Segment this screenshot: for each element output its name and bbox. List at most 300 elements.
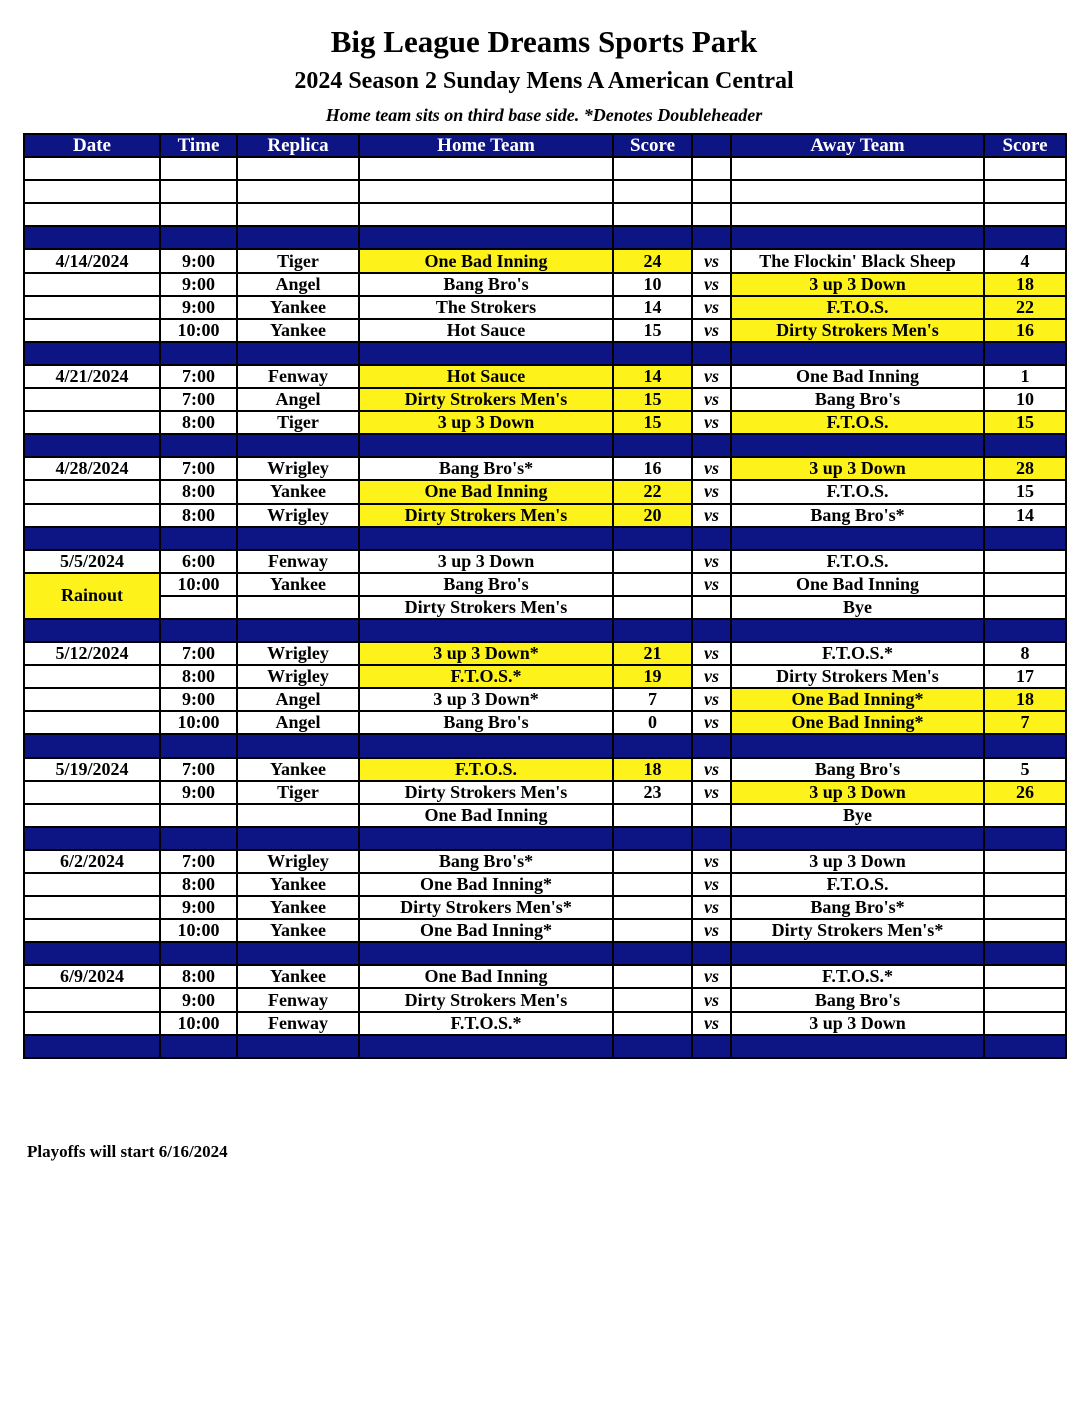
vs-cell: vs (692, 919, 731, 942)
empty-cell (359, 434, 613, 457)
vs-cell (692, 596, 731, 619)
empty-cell (692, 527, 731, 550)
col-header-away-team: Away Team (731, 134, 984, 157)
empty-cell (160, 619, 237, 642)
date-cell: 4/28/2024 (24, 457, 160, 480)
away-team-cell: Dirty Strokers Men's* (731, 919, 984, 942)
away-team-cell: The Flockin' Black Sheep (731, 249, 984, 272)
col-header-away-score: Score (984, 134, 1066, 157)
home-team-cell: One Bad Inning* (359, 873, 613, 896)
empty-cell (984, 527, 1066, 550)
empty-cell (731, 619, 984, 642)
empty-cell (237, 157, 359, 180)
vs-cell: vs (692, 550, 731, 573)
replica-cell (237, 596, 359, 619)
empty-cell (692, 434, 731, 457)
date-cell (24, 896, 160, 919)
away-team-cell: Bang Bro's* (731, 896, 984, 919)
date-cell (24, 711, 160, 734)
empty-cell (692, 619, 731, 642)
empty-cell (237, 180, 359, 203)
away-team-cell: Dirty Strokers Men's (731, 319, 984, 342)
empty-cell (731, 342, 984, 365)
vs-cell: vs (692, 665, 731, 688)
home-team-cell: Bang Bro's* (359, 850, 613, 873)
empty-cell (160, 180, 237, 203)
away-score-cell: 15 (984, 480, 1066, 503)
empty-cell (237, 203, 359, 226)
game-row (24, 480, 1066, 503)
empty-cell (984, 157, 1066, 180)
empty-cell (24, 1035, 160, 1058)
date-cell: 4/14/2024 (24, 249, 160, 272)
empty-cell (731, 180, 984, 203)
time-cell: 10:00 (160, 1012, 237, 1035)
vs-cell: vs (692, 365, 731, 388)
empty-cell (613, 734, 692, 757)
away-score-cell (984, 804, 1066, 827)
away-score-cell (984, 988, 1066, 1011)
home-score-cell: 18 (613, 758, 692, 781)
away-score-cell (984, 1012, 1066, 1035)
vs-cell: vs (692, 319, 731, 342)
replica-cell: Yankee (237, 296, 359, 319)
game-row (24, 388, 1066, 411)
date-cell (24, 919, 160, 942)
empty-cell (359, 180, 613, 203)
game-row (24, 365, 1066, 388)
game-row (24, 596, 1066, 619)
home-score-cell (613, 896, 692, 919)
time-cell: 10:00 (160, 919, 237, 942)
away-team-cell: 3 up 3 Down (731, 273, 984, 296)
empty-cell (160, 342, 237, 365)
empty-cell (359, 827, 613, 850)
replica-cell: Yankee (237, 873, 359, 896)
home-team-cell: Bang Bro's* (359, 457, 613, 480)
game-row (24, 457, 1066, 480)
date-cell: 5/5/2024 (24, 550, 160, 573)
vs-cell: vs (692, 480, 731, 503)
game-row (24, 688, 1066, 711)
home-score-cell: 0 (613, 711, 692, 734)
home-score-cell (613, 919, 692, 942)
empty-cell (984, 827, 1066, 850)
schedule-table (23, 133, 1067, 1059)
away-score-cell (984, 573, 1066, 596)
col-header-date: Date (24, 134, 160, 157)
away-score-cell (984, 596, 1066, 619)
empty-cell (613, 342, 692, 365)
replica-cell: Fenway (237, 550, 359, 573)
empty-cell (984, 619, 1066, 642)
empty-cell (359, 942, 613, 965)
home-team-cell: One Bad Inning (359, 804, 613, 827)
home-score-cell (613, 1012, 692, 1035)
date-cell (24, 873, 160, 896)
empty-cell (613, 203, 692, 226)
header-row (24, 134, 1066, 157)
replica-cell: Angel (237, 688, 359, 711)
home-team-cell: Hot Sauce (359, 319, 613, 342)
empty-cell (24, 734, 160, 757)
home-team-cell: 3 up 3 Down (359, 411, 613, 434)
away-score-cell (984, 919, 1066, 942)
home-team-cell: F.T.O.S.* (359, 665, 613, 688)
time-cell: 6:00 (160, 550, 237, 573)
blank-row (24, 157, 1066, 180)
vs-cell: vs (692, 573, 731, 596)
col-header-replica: Replica (237, 134, 359, 157)
home-score-cell: 7 (613, 688, 692, 711)
home-team-cell: One Bad Inning (359, 480, 613, 503)
home-team-cell: Bang Bro's (359, 573, 613, 596)
away-team-cell: Bang Bro's (731, 988, 984, 1011)
playoffs-note: Playoffs will start 6/16/2024 (27, 1142, 228, 1161)
vs-cell: vs (692, 273, 731, 296)
home-score-cell (613, 804, 692, 827)
rainout-label: Rainout (24, 573, 160, 619)
away-score-cell: 17 (984, 665, 1066, 688)
game-row (24, 249, 1066, 272)
away-team-cell: 3 up 3 Down (731, 850, 984, 873)
game-row (24, 850, 1066, 873)
game-row (24, 573, 1066, 596)
away-score-cell: 1 (984, 365, 1066, 388)
away-team-cell: F.T.O.S. (731, 550, 984, 573)
home-team-cell: One Bad Inning (359, 965, 613, 988)
date-cell (24, 988, 160, 1011)
game-row (24, 273, 1066, 296)
away-score-cell: 16 (984, 319, 1066, 342)
empty-cell (692, 157, 731, 180)
empty-cell (731, 203, 984, 226)
empty-cell (984, 180, 1066, 203)
empty-cell (24, 157, 160, 180)
empty-cell (613, 619, 692, 642)
game-row (24, 988, 1066, 1011)
game-row (24, 642, 1066, 665)
vs-cell: vs (692, 1012, 731, 1035)
blank-row (24, 180, 1066, 203)
away-team-cell: F.T.O.S. (731, 411, 984, 434)
empty-cell (613, 827, 692, 850)
empty-cell (731, 1035, 984, 1058)
replica-cell: Fenway (237, 1012, 359, 1035)
game-row (24, 1012, 1066, 1035)
empty-cell (359, 527, 613, 550)
empty-cell (731, 827, 984, 850)
empty-cell (160, 827, 237, 850)
away-score-cell: 7 (984, 711, 1066, 734)
vs-cell: vs (692, 781, 731, 804)
time-cell: 8:00 (160, 411, 237, 434)
separator-row (24, 827, 1066, 850)
home-score-cell: 21 (613, 642, 692, 665)
time-cell: 9:00 (160, 296, 237, 319)
home-team-cell: 3 up 3 Down* (359, 642, 613, 665)
empty-cell (359, 203, 613, 226)
date-cell (24, 688, 160, 711)
empty-cell (731, 734, 984, 757)
game-row (24, 758, 1066, 781)
replica-cell: Angel (237, 273, 359, 296)
empty-cell (24, 942, 160, 965)
empty-cell (613, 1035, 692, 1058)
separator-row (24, 527, 1066, 550)
empty-cell (731, 157, 984, 180)
game-row (24, 711, 1066, 734)
time-cell: 8:00 (160, 873, 237, 896)
empty-cell (359, 157, 613, 180)
home-score-cell: 19 (613, 665, 692, 688)
replica-cell: Tiger (237, 781, 359, 804)
home-score-cell: 16 (613, 457, 692, 480)
empty-cell (613, 157, 692, 180)
date-cell (24, 388, 160, 411)
home-score-cell: 24 (613, 249, 692, 272)
away-score-cell: 18 (984, 688, 1066, 711)
vs-cell: vs (692, 249, 731, 272)
away-team-cell: Bang Bro's (731, 388, 984, 411)
empty-cell (24, 827, 160, 850)
empty-cell (731, 527, 984, 550)
time-cell: 9:00 (160, 249, 237, 272)
replica-cell: Tiger (237, 249, 359, 272)
game-row (24, 319, 1066, 342)
away-team-cell: Bye (731, 596, 984, 619)
away-team-cell: F.T.O.S.* (731, 965, 984, 988)
time-cell: 8:00 (160, 965, 237, 988)
date-cell (24, 804, 160, 827)
home-team-cell: Hot Sauce (359, 365, 613, 388)
game-row (24, 504, 1066, 527)
empty-cell (24, 527, 160, 550)
time-cell: 7:00 (160, 365, 237, 388)
away-score-cell: 5 (984, 758, 1066, 781)
empty-cell (160, 734, 237, 757)
date-cell: 5/19/2024 (24, 758, 160, 781)
away-score-cell (984, 873, 1066, 896)
page-title: Big League Dreams Sports Park (330, 24, 758, 59)
empty-cell (160, 1035, 237, 1058)
vs-cell (692, 804, 731, 827)
date-cell: 6/2/2024 (24, 850, 160, 873)
home-score-cell: 15 (613, 319, 692, 342)
time-cell: 8:00 (160, 504, 237, 527)
replica-cell: Wrigley (237, 642, 359, 665)
home-team-cell: Bang Bro's (359, 711, 613, 734)
game-row (24, 296, 1066, 319)
home-score-cell: 15 (613, 388, 692, 411)
home-score-cell: 20 (613, 504, 692, 527)
away-score-cell: 18 (984, 273, 1066, 296)
date-cell (24, 781, 160, 804)
col-header-time: Time (160, 134, 237, 157)
game-row (24, 873, 1066, 896)
date-cell (24, 273, 160, 296)
home-team-cell: One Bad Inning (359, 249, 613, 272)
empty-cell (160, 942, 237, 965)
schedule-body (24, 157, 1066, 1058)
empty-cell (692, 180, 731, 203)
empty-cell (24, 203, 160, 226)
away-team-cell: Bang Bro's* (731, 504, 984, 527)
col-header-vs (692, 134, 731, 157)
home-score-cell (613, 850, 692, 873)
blank-row (24, 203, 1066, 226)
away-score-cell (984, 850, 1066, 873)
away-team-cell: F.T.O.S.* (731, 642, 984, 665)
empty-cell (613, 226, 692, 249)
empty-cell (731, 226, 984, 249)
empty-cell (24, 226, 160, 249)
home-team-cell: Dirty Strokers Men's (359, 596, 613, 619)
away-score-cell (984, 965, 1066, 988)
replica-cell: Wrigley (237, 457, 359, 480)
home-score-cell (613, 550, 692, 573)
page-subtitle: 2024 Season 2 Sunday Mens A American Central (294, 68, 794, 94)
time-cell: 9:00 (160, 896, 237, 919)
time-cell: 7:00 (160, 457, 237, 480)
away-score-cell: 14 (984, 504, 1066, 527)
time-cell: 9:00 (160, 688, 237, 711)
replica-cell: Yankee (237, 896, 359, 919)
separator-row (24, 1035, 1066, 1058)
home-team-cell: Dirty Strokers Men's* (359, 896, 613, 919)
game-row (24, 550, 1066, 573)
separator-row (24, 434, 1066, 457)
vs-cell: vs (692, 642, 731, 665)
game-row (24, 965, 1066, 988)
vs-cell: vs (692, 296, 731, 319)
home-score-cell (613, 596, 692, 619)
empty-cell (731, 434, 984, 457)
home-score-cell (613, 988, 692, 1011)
empty-cell (613, 180, 692, 203)
home-team-cell: Bang Bro's (359, 273, 613, 296)
home-team-cell: Dirty Strokers Men's (359, 388, 613, 411)
home-score-cell: 22 (613, 480, 692, 503)
empty-cell (359, 342, 613, 365)
home-score-cell: 10 (613, 273, 692, 296)
time-cell: 10:00 (160, 319, 237, 342)
away-team-cell: 3 up 3 Down (731, 781, 984, 804)
home-score-cell: 15 (613, 411, 692, 434)
away-team-cell: One Bad Inning* (731, 711, 984, 734)
home-team-cell: Dirty Strokers Men's (359, 988, 613, 1011)
empty-cell (24, 180, 160, 203)
vs-cell: vs (692, 988, 731, 1011)
empty-cell (359, 226, 613, 249)
empty-cell (237, 827, 359, 850)
away-team-cell: F.T.O.S. (731, 296, 984, 319)
home-team-cell: Dirty Strokers Men's (359, 504, 613, 527)
empty-cell (237, 434, 359, 457)
time-cell: 7:00 (160, 758, 237, 781)
away-score-cell: 26 (984, 781, 1066, 804)
replica-cell: Angel (237, 388, 359, 411)
empty-cell (359, 734, 613, 757)
date-cell (24, 504, 160, 527)
separator-row (24, 734, 1066, 757)
empty-cell (692, 226, 731, 249)
time-cell (160, 804, 237, 827)
home-score-cell: 14 (613, 365, 692, 388)
empty-cell (237, 527, 359, 550)
time-cell: 8:00 (160, 665, 237, 688)
empty-cell (613, 942, 692, 965)
home-team-cell: F.T.O.S. (359, 758, 613, 781)
home-score-cell: 14 (613, 296, 692, 319)
game-row (24, 411, 1066, 434)
date-cell: 4/21/2024 (24, 365, 160, 388)
away-score-cell: 22 (984, 296, 1066, 319)
empty-cell (984, 342, 1066, 365)
away-team-cell: F.T.O.S. (731, 480, 984, 503)
empty-cell (692, 203, 731, 226)
away-score-cell: 4 (984, 249, 1066, 272)
home-team-cell: 3 up 3 Down (359, 550, 613, 573)
vs-cell: vs (692, 388, 731, 411)
empty-cell (731, 942, 984, 965)
empty-cell (160, 434, 237, 457)
replica-cell: Yankee (237, 919, 359, 942)
separator-row (24, 226, 1066, 249)
empty-cell (237, 342, 359, 365)
empty-cell (237, 1035, 359, 1058)
replica-cell: Wrigley (237, 850, 359, 873)
time-cell: 7:00 (160, 642, 237, 665)
empty-cell (359, 619, 613, 642)
empty-cell (984, 734, 1066, 757)
empty-cell (237, 619, 359, 642)
vs-cell: vs (692, 457, 731, 480)
home-team-cell: F.T.O.S.* (359, 1012, 613, 1035)
away-team-cell: Bye (731, 804, 984, 827)
replica-cell: Tiger (237, 411, 359, 434)
empty-cell (692, 734, 731, 757)
game-row (24, 896, 1066, 919)
col-header-home-team: Home Team (359, 134, 613, 157)
game-row (24, 919, 1066, 942)
header-note: Home team sits on third base side. *Denotes Doubleheader (325, 105, 763, 125)
replica-cell: Yankee (237, 965, 359, 988)
home-team-cell: The Strokers (359, 296, 613, 319)
replica-cell: Yankee (237, 758, 359, 781)
vs-cell: vs (692, 411, 731, 434)
empty-cell (24, 434, 160, 457)
vs-cell: vs (692, 896, 731, 919)
replica-cell: Angel (237, 711, 359, 734)
time-cell: 9:00 (160, 988, 237, 1011)
empty-cell (24, 619, 160, 642)
replica-cell (237, 804, 359, 827)
empty-cell (613, 527, 692, 550)
vs-cell: vs (692, 758, 731, 781)
time-cell: 7:00 (160, 850, 237, 873)
vs-cell: vs (692, 688, 731, 711)
away-team-cell: Dirty Strokers Men's (731, 665, 984, 688)
separator-row (24, 342, 1066, 365)
empty-cell (984, 942, 1066, 965)
home-team-cell: 3 up 3 Down* (359, 688, 613, 711)
time-cell (160, 596, 237, 619)
empty-cell (692, 342, 731, 365)
replica-cell: Yankee (237, 573, 359, 596)
away-team-cell: 3 up 3 Down (731, 457, 984, 480)
empty-cell (359, 1035, 613, 1058)
